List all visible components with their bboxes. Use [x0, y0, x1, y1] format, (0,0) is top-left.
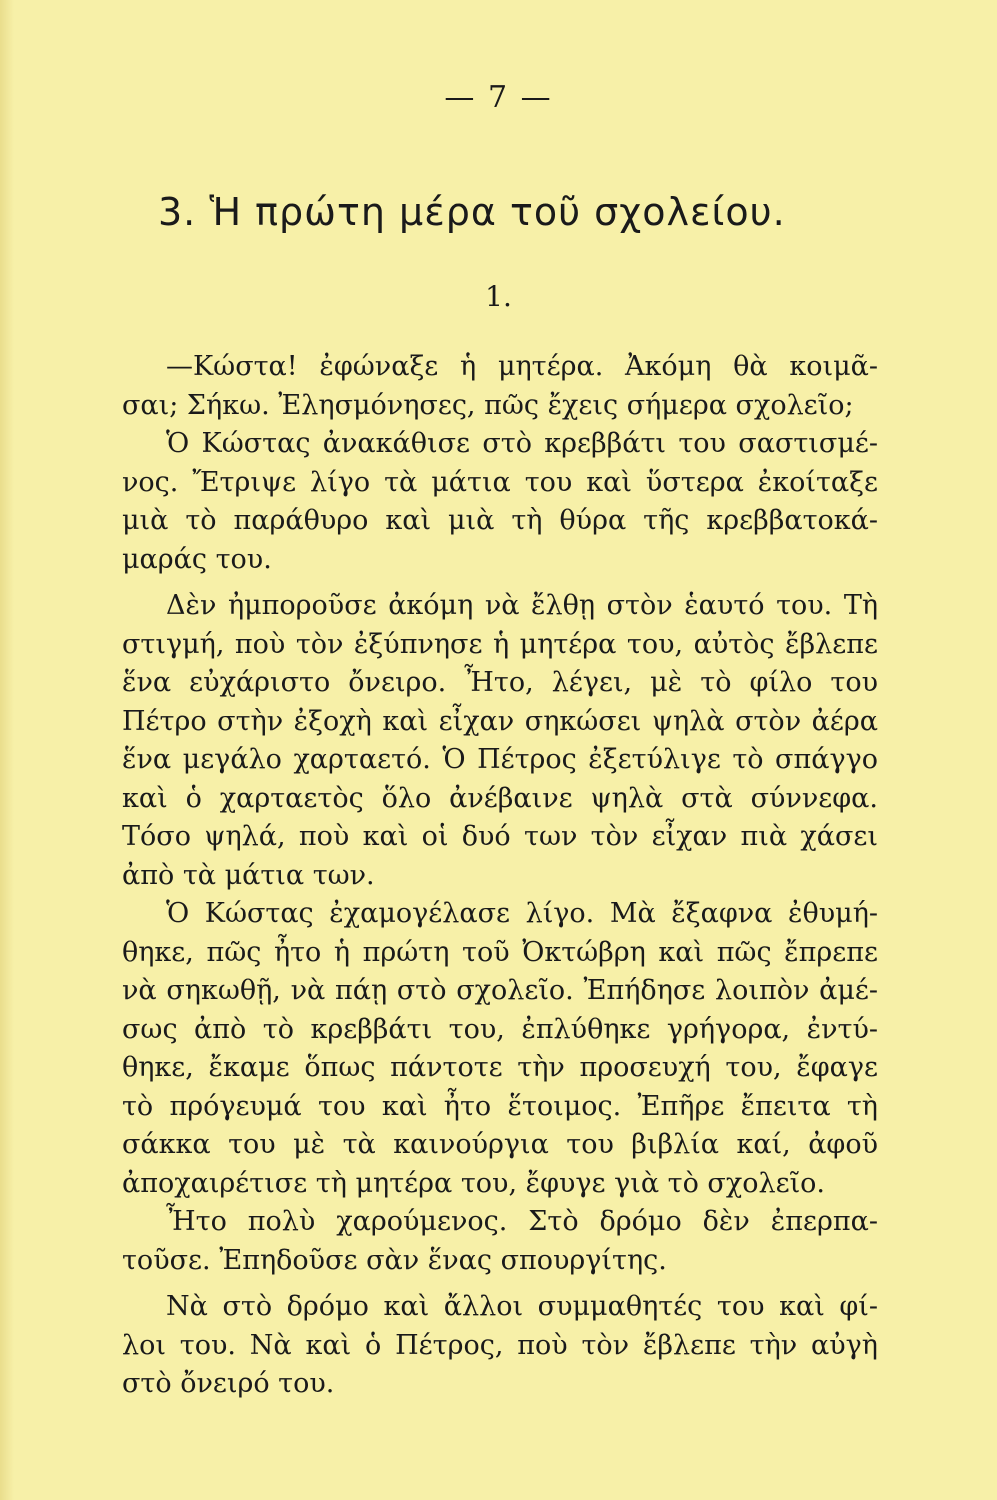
text-line: Ἦτο πολὺ χαρούμενος. Στὸ δρόμο δὲν ἐπερπα-	[166, 1206, 878, 1237]
paragraph-2	[122, 425, 878, 579]
text-line: ἕνα μεγάλο χαρταετό. Ὁ Πέτρος ἐξετύλιγε τὸ σπάγγο	[122, 744, 878, 775]
page-edge	[0, 0, 14, 1500]
text-line: λοι του. Νὰ καὶ ὁ Πέτρος, ποὺ τὸν ἔβλεπε τὴν αὐγὴ	[122, 1329, 878, 1361]
text-line: θηκε, πῶς ἦτο ἡ πρώτη τοῦ Ὀκτώβρη καὶ πῶς ἔπρεπε	[122, 936, 878, 968]
text-line: Πέτρο στὴν ἐξοχὴ καὶ εἶχαν σηκώσει ψηλὰ στὸν ἀέρα	[122, 705, 878, 737]
text-line: σάκκα του μὲ τὰ καινούργια του βιβλία καί, ἀφοῦ	[122, 1129, 878, 1160]
text-line: τὸ πρόγευμά του καὶ ἦτο ἕτοιμος. Ἐπῆρε ἔπειτα τὴ	[122, 1090, 878, 1122]
paragraph-6	[122, 1288, 878, 1404]
page-number: — 7 —	[444, 80, 553, 115]
text-line: ἀπὸ τὰ μάτια των.	[122, 859, 375, 891]
text-line: στὸ ὄνειρό του.	[122, 1368, 335, 1399]
text-line: ἕνα εὐχάριστο ὄνειρο. Ἦτο, λέγει, μὲ τὸ φίλο του	[122, 667, 878, 698]
text-line: νος. Ἔτριψε λίγο τὰ μάτια του καὶ ὕστερα ἐκοίταξε	[122, 466, 878, 498]
text-line: στιγμή, ποὺ τὸν ἐξύπνησε ἡ μητέρα του, αὐτὸς ἔβλεπε	[122, 628, 878, 660]
text-line: νὰ σηκωθῇ, νὰ πάῃ στὸ σχολεῖο. Ἐπήδησε λοιπὸν ἀμέ-	[122, 975, 878, 1006]
text-line: μαράς του.	[122, 543, 272, 575]
paragraph-4	[122, 895, 878, 1203]
text-line: Ὁ Κώστας ἐχαμογέλασε λίγο. Μὰ ἔξαφνα ἐθυμή-	[166, 898, 878, 929]
paragraph-3	[122, 587, 878, 895]
text-line: Τόσο ψηλά, ποὺ καὶ οἱ δυό των τὸν εἶχαν πιὰ χάσει	[122, 821, 878, 852]
text-line: Ὁ Κώστας ἀνακάθισε στὸ κρεββάτι του σαστισμέ-	[166, 428, 878, 459]
text-line: Νὰ στὸ δρόμο καὶ ἄλλοι συμμαθητές του καὶ φί-	[166, 1291, 878, 1322]
text-line: σως ἀπὸ τὸ κρεββάτι του, ἐπλύθηκε γρήγορα, ἐντύ-	[122, 1013, 878, 1045]
section-number: 1.	[485, 280, 512, 313]
paragraph-1	[122, 348, 878, 425]
text-line: καὶ ὁ χαρταετὸς ὅλο ἀνέβαινε ψηλὰ στὰ σύννεφα.	[122, 782, 878, 814]
text-line: τοῦσε. Ἐπηδοῦσε σὰν ἕνας σπουργίτης.	[122, 1244, 667, 1276]
body-text	[122, 348, 878, 1404]
text-line: σαι; Σήκω. Ἐλησμόνησες, πῶς ἔχεις σήμερα σχολεῖο;	[122, 389, 854, 421]
text-line: μιὰ τὸ παράθυρο καὶ μιὰ τὴ θύρα τῆς κρεββατοκά-	[122, 505, 878, 536]
text-line: ἀποχαιρέτισε τὴ μητέρα του, ἔφυγε γιὰ τὸ σχολεῖο.	[122, 1167, 826, 1199]
paragraph-5	[122, 1203, 878, 1280]
chapter-title: 3. Ἡ πρώτη μέρα τοῦ σχολείου.	[158, 190, 786, 234]
text-line: —Κώστα! ἐφώναξε ἡ μητέρα. Ἀκόμη θὰ κοιμᾶ-	[166, 351, 878, 382]
text-line: Δὲν ἠμποροῦσε ἀκόμη νὰ ἔλθῃ στὸν ἑαυτό του. Τὴ	[166, 590, 878, 621]
text-line: θηκε, ἔκαμε ὅπως πάντοτε τὴν προσευχή του, ἔφαγε	[122, 1052, 878, 1083]
